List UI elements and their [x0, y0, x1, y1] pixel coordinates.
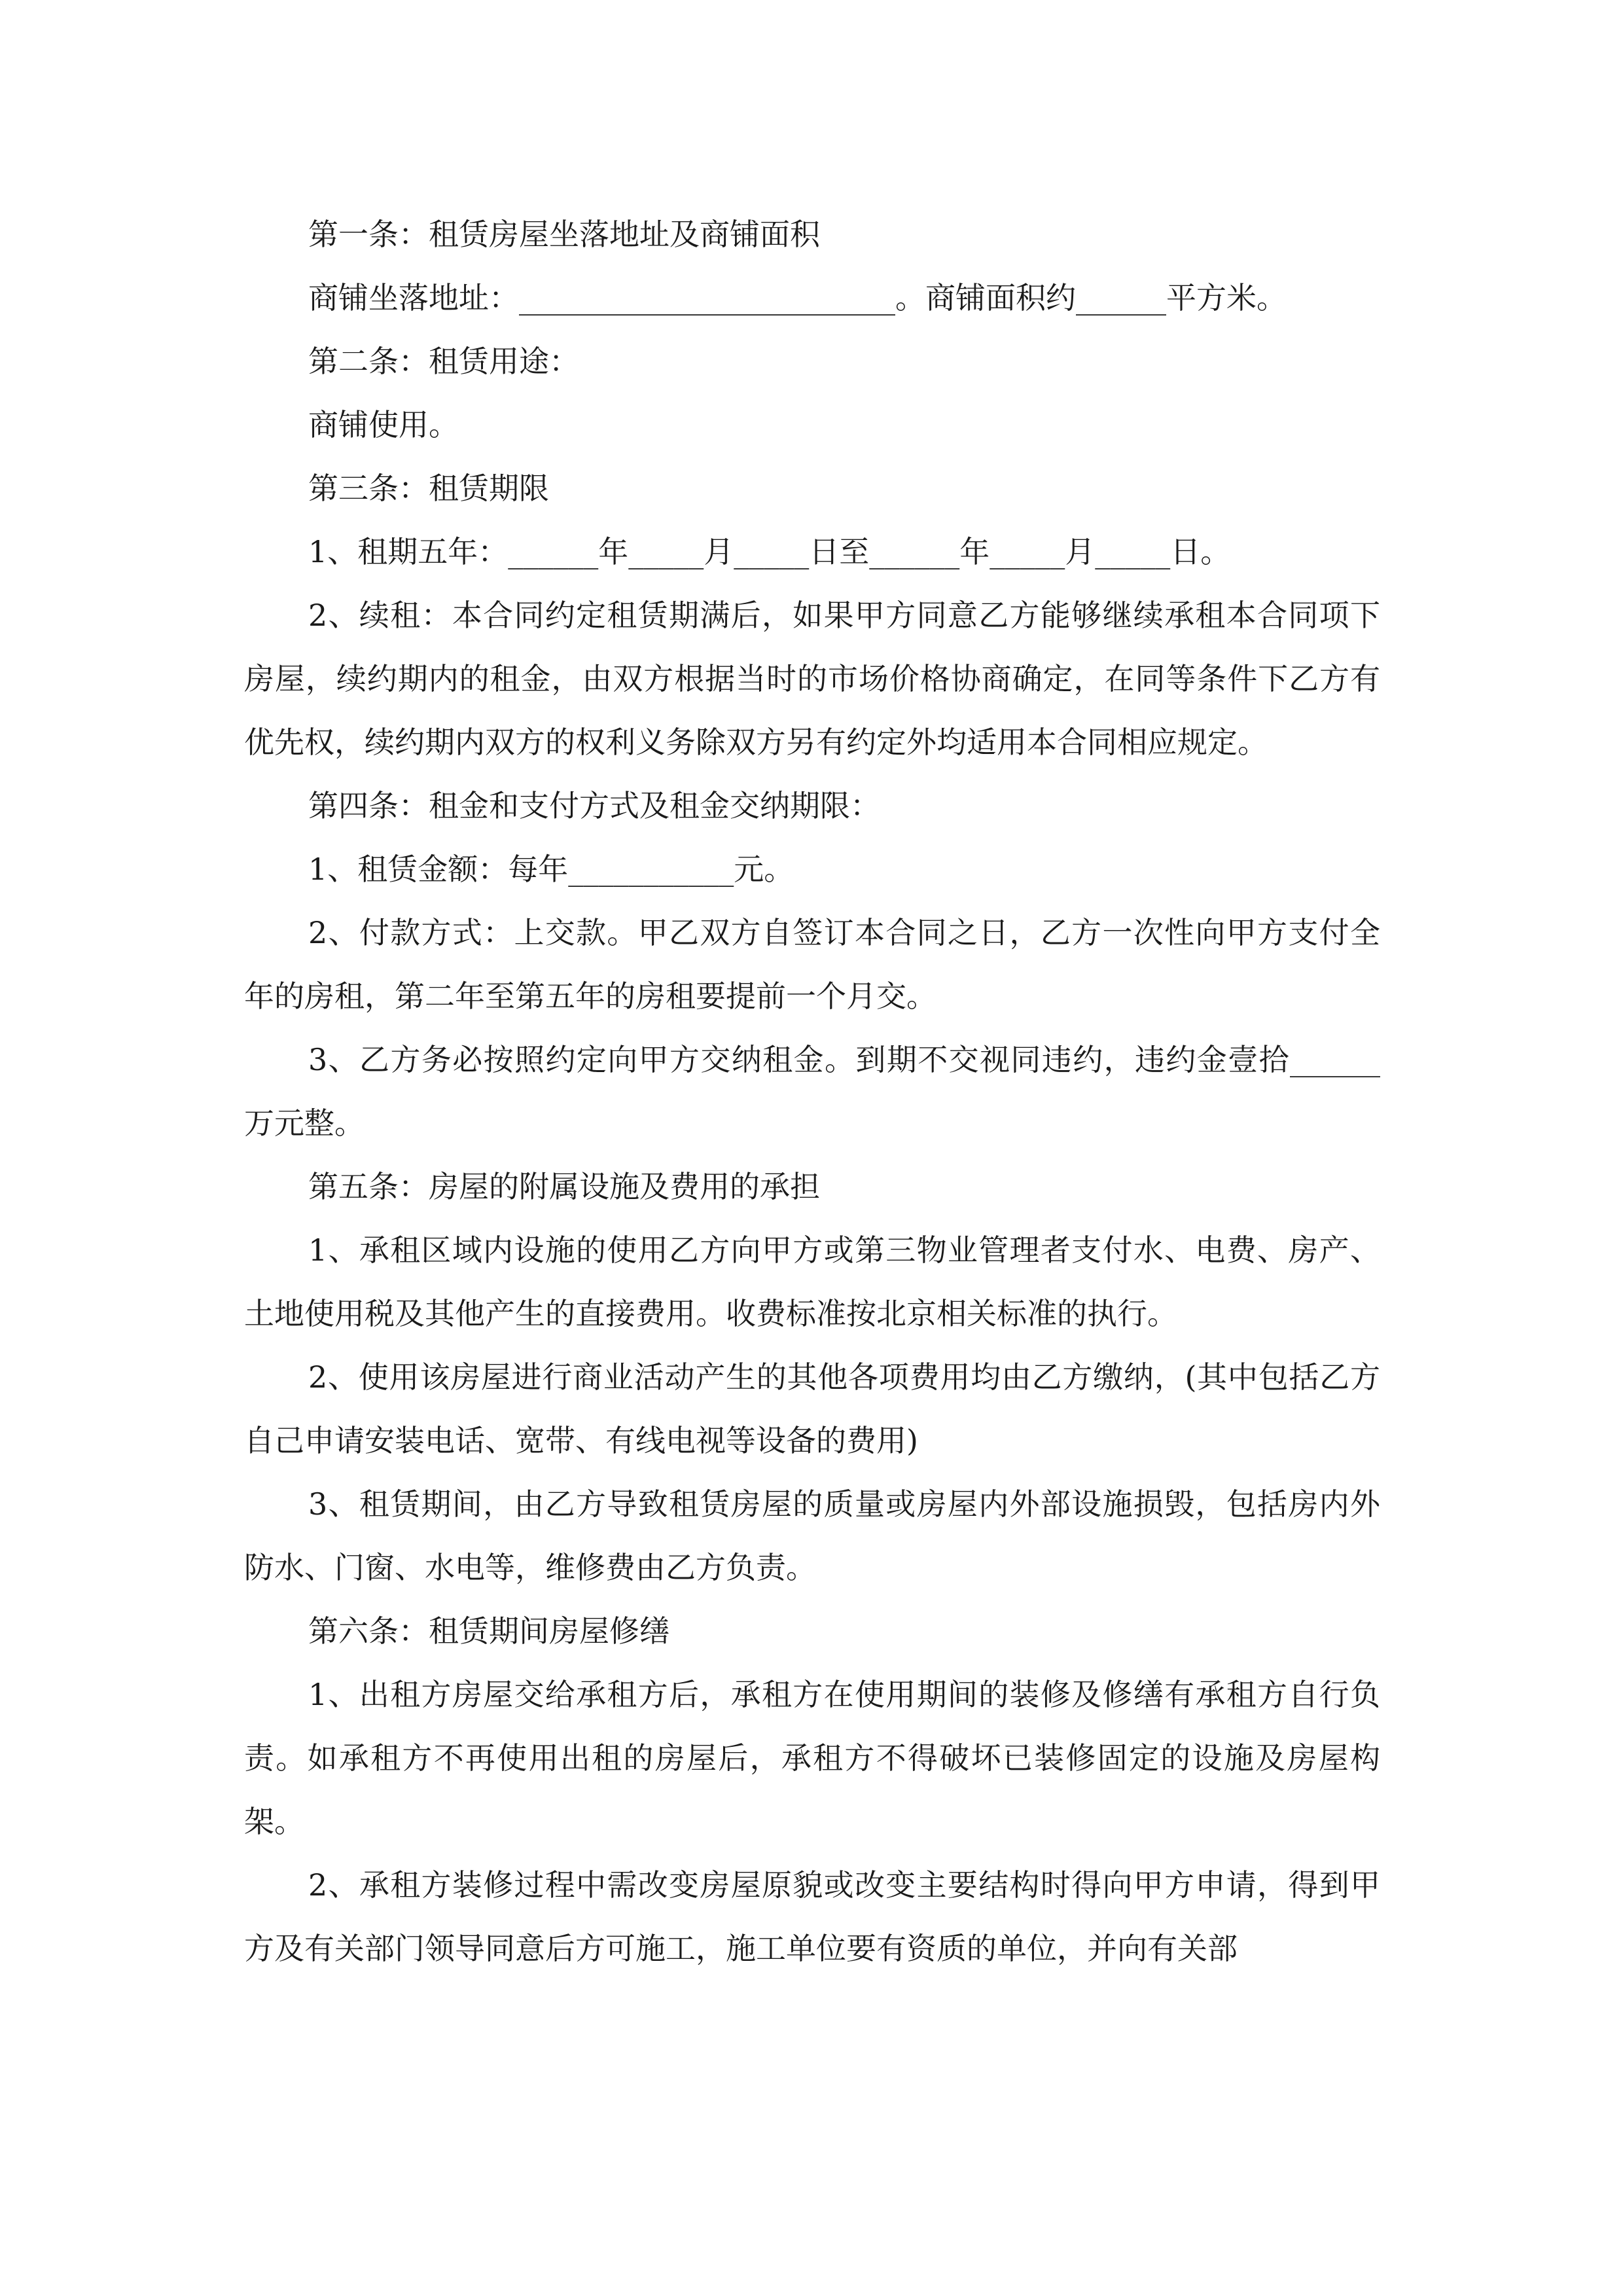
- penalty-clause: 3、乙方务必按照约定向甲方交纳租金。到期不交视同违约，违约金壹拾______万元整。: [244, 1042, 1380, 1141]
- usage-line: 商铺使用。: [308, 407, 459, 442]
- renovation-clause: 1、出租方房屋交给承租方后，承租方在使用期间的装修及修缮有承租方自行负责。如承租方不再使用出租的房屋后，承租方不得破坏已装修固定的设施及房屋构架。: [244, 1677, 1380, 1839]
- payment-method-clause: 2、付款方式：上交款。甲乙双方自签订本合同之日，乙方一次性向甲方支付全年的房租，第二年至第五年的房租要提前一个月交。: [244, 915, 1380, 1014]
- shop-address-line: 商铺坐落地址：_________________________。商铺面积约______平方米。: [308, 280, 1287, 315]
- contract-page: [244, 203, 1380, 1981]
- article-3-heading: 第三条：租赁期限: [308, 471, 549, 506]
- rent-amount-line: 1、租赁金额：每年___________元。: [308, 852, 794, 887]
- structure-change-clause: 2、承租方装修过程中需改变房屋原貌或改变主要结构时得向甲方申请，得到甲方及有关部门领导同意后方可施工，施工单位要有资质的单位，并向有关部: [244, 1867, 1380, 1966]
- utilities-clause: 1、承租区域内设施的使用乙方向甲方或第三物业管理者支付水、电费、房产、土地使用税及其他产生的直接费用。收费标准按北京相关标准的执行。: [244, 1232, 1380, 1331]
- lease-term-line: 1、租期五年：______年_____月_____日至______年_____月_____日。: [308, 534, 1231, 569]
- renewal-clause: 2、续租：本合同约定租赁期满后，如果甲方同意乙方能够继续承租本合同项下房屋，续约期内的租金，由双方根据当时的市场价格协商确定，在同等条件下乙方有优先权，续约期内双方的权利义务除双方另有约定外均适用本合同相应规定。: [244, 598, 1380, 760]
- article-2-heading: 第二条：租赁用途：: [308, 344, 579, 379]
- other-fees-clause: 2、使用该房屋进行商业活动产生的其他各项费用均由乙方缴纳，(其中包括乙方自己申请安装电话、宽带、有线电视等设备的费用): [244, 1359, 1380, 1458]
- article-4-heading: 第四条：租金和支付方式及租金交纳期限：: [308, 788, 880, 823]
- article-1-heading: 第一条：租赁房屋坐落地址及商铺面积: [308, 217, 820, 252]
- article-6-heading: 第六条：租赁期间房屋修缮: [308, 1613, 669, 1649]
- article-5-heading: 第五条：房屋的附属设施及费用的承担: [308, 1169, 820, 1204]
- damage-clause: 3、租赁期间，由乙方导致租赁房屋的质量或房屋内外部设施损毁，包括房内外防水、门窗、水电等，维修费由乙方负责。: [244, 1486, 1380, 1585]
